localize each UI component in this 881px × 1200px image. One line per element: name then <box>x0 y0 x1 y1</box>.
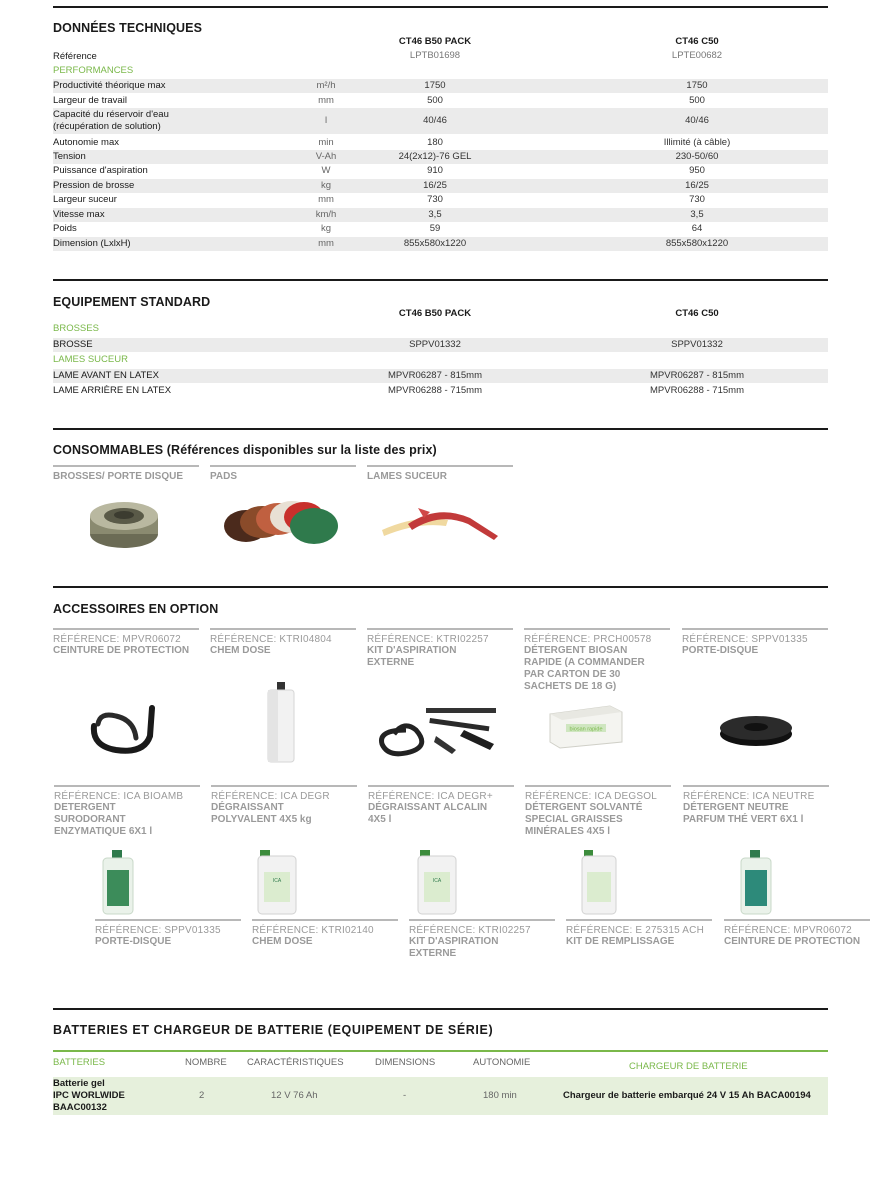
battery-header-chargeur: CHARGEUR DE BATTERIE <box>629 1061 748 1072</box>
acc-title: ACCESSOIRES EN OPTION <box>53 602 219 616</box>
conso-tile-label: BROSSES/ PORTE DISQUE <box>53 471 184 482</box>
equip-row-v1: MPVR06287 - 815mm <box>388 370 482 381</box>
spec-row-v2: 64 <box>691 223 703 234</box>
accessory-tile <box>211 785 357 826</box>
accessory-name: KIT D'ASPIRATION EXTERNE <box>367 645 457 668</box>
accessory-tile-rule <box>53 628 199 630</box>
spec-row <box>53 136 828 150</box>
accessory-tile-rule <box>409 919 555 921</box>
spec-row-unit: V-Ah <box>315 151 337 162</box>
accessory-name: KIT DE REMPLISSAGE <box>566 936 675 947</box>
spec-row-label: Autonomie max <box>53 137 120 148</box>
accessory-ref: RÉFÉRENCE: ICA BIOAMB <box>54 791 184 802</box>
spec-row-v2: 230-50/60 <box>675 151 719 162</box>
spec-row-unit: km/h <box>315 209 337 220</box>
accessory-tile-rule <box>252 919 398 921</box>
spec-ref-v1: LPTB01698 <box>409 50 461 61</box>
accessory-tile-rule <box>211 785 357 787</box>
equip-row-label: LAME AVANT EN LATEX <box>53 370 159 381</box>
equip-title: EQUIPEMENT STANDARD <box>53 295 211 309</box>
accessory-tile-rule <box>367 628 513 630</box>
specs-col2-header: CT46 C50 <box>675 36 719 47</box>
accessory-tile <box>525 785 671 838</box>
spec-row-label: Capacité du réservoir d'eau <box>53 109 169 120</box>
spec-row-unit: min <box>318 137 334 148</box>
accessory-name: CEINTURE DE PROTECTION <box>53 645 190 656</box>
accessory-tile-rule <box>682 628 828 630</box>
conso-tile-brosses <box>53 465 199 483</box>
spec-ref-row <box>53 50 828 64</box>
equip-row-v2: MPVR06288 - 715mm <box>650 385 744 396</box>
spec-ref-label: Référence <box>53 51 97 62</box>
spec-row-v2: 500 <box>689 95 705 106</box>
battery-header-carac: CARACTÉRISTIQUES <box>247 1057 344 1068</box>
spec-ref-v2: LPTE00682 <box>671 50 723 61</box>
spec-row-v2: 730 <box>689 194 705 205</box>
accessory-name: DÉGRAISSANT POLYVALENT 4X5 kg <box>211 802 312 825</box>
accessory-tile <box>724 919 870 948</box>
accessory-name: CHEM DOSE <box>210 645 271 656</box>
battery-nombre: 2 <box>199 1090 205 1101</box>
accessory-tile <box>683 785 829 826</box>
accessory-name: DÉTERGENT NEUTRE PARFUM THÉ VERT 6X1 l <box>683 802 804 825</box>
accessory-name: CHEM DOSE <box>252 936 313 947</box>
spec-row-label: Tension <box>53 151 86 162</box>
spec-row <box>53 79 828 93</box>
accessory-tile-rule <box>54 785 200 787</box>
spec-row-v2: 16/25 <box>685 180 709 191</box>
spec-row-label: Largeur de travail <box>53 95 127 106</box>
spec-row-v1: 24(2x12)-76 GEL <box>398 151 472 162</box>
accessory-tile <box>524 628 670 693</box>
pads-icon <box>222 498 342 548</box>
battery-autonomie: 180 min <box>483 1090 517 1101</box>
section-rule <box>53 1008 828 1010</box>
accessory-name: DÉGRAISSANT ALCALIN 4X5 l <box>368 802 488 825</box>
spec-row <box>53 108 828 134</box>
accessory-ref: RÉFÉRENCE: MPVR06072 <box>53 634 181 645</box>
battery-header-autonomie: AUTONOMIE <box>473 1057 531 1068</box>
spec-row-label-line2: (récupération de solution) <box>53 121 161 132</box>
spec-row <box>53 179 828 193</box>
alkaline-degreaser-can-icon <box>416 850 458 916</box>
spec-row-v2: 3,5 <box>690 209 704 220</box>
accessory-ref: RÉFÉRENCE: PRCH00578 <box>524 634 652 645</box>
spec-row-unit: kg <box>320 223 332 234</box>
accessory-ref: RÉFÉRENCE: SPPV01335 <box>95 925 221 936</box>
conso-tile-pads <box>210 465 356 483</box>
accessory-ref: RÉFÉRENCE: ICA DEGSOL <box>525 791 658 802</box>
spec-row-label: Poids <box>53 223 77 234</box>
spec-row-label: Dimension (LxlxH) <box>53 238 131 249</box>
accessory-ref: RÉFÉRENCE: KTRI02140 <box>252 925 374 936</box>
spec-row-label: Puissance d'aspiration <box>53 165 148 176</box>
spec-row-label: Largeur suceur <box>53 194 117 205</box>
biosan-box-label: biosan rapide <box>569 726 603 733</box>
accessory-ref: RÉFÉRENCE: KTRI02257 <box>367 634 489 645</box>
accessory-tile-rule <box>524 628 670 630</box>
accessory-tile-rule <box>210 628 356 630</box>
spec-row-v2: 40/46 <box>685 115 709 126</box>
accessory-ref: RÉFÉRENCE: MPVR06072 <box>724 925 852 936</box>
squeegee-blades-icon <box>378 500 502 542</box>
accessory-tile <box>53 628 199 657</box>
spec-row-unit: mm <box>318 194 334 205</box>
accessory-ref: RÉFÉRENCE: KTRI04804 <box>210 634 332 645</box>
equip-col2-header: CT46 C50 <box>675 308 719 319</box>
spec-row-v1: 855x580x1220 <box>403 238 467 249</box>
spec-row-unit: W <box>321 165 331 176</box>
spec-row-v1: 59 <box>429 223 441 234</box>
spec-row-v1: 180 <box>427 137 443 148</box>
spec-row-unit: m²/h <box>316 80 336 91</box>
conso-tile-label: PADS <box>210 471 238 482</box>
equip-row-v1: SPPV01332 <box>409 339 461 350</box>
spec-row-v1: 3,5 <box>428 209 442 220</box>
section-rule <box>53 279 828 281</box>
protection-belt-icon <box>86 696 158 756</box>
battery-name-line: IPC WORLWIDE <box>53 1090 125 1101</box>
suction-kit-icon <box>376 700 504 760</box>
equip-row-label: LAME ARRIÈRE EN LATEX <box>53 385 172 396</box>
accessory-tile-rule <box>683 785 829 787</box>
spec-row-unit: mm <box>318 238 334 249</box>
accessory-ref: RÉFÉRENCE: ICA DEGR <box>211 791 330 802</box>
spec-row-v1: 1750 <box>424 80 446 91</box>
accessory-tile-rule <box>368 785 514 787</box>
spec-row <box>53 164 828 178</box>
accessory-tile <box>682 628 828 657</box>
accessory-name: PORTE-DISQUE <box>682 645 759 656</box>
accessory-tile-rule <box>566 919 712 921</box>
spec-row-unit: kg <box>320 180 332 191</box>
spec-row-v2: Illimité (à câble) <box>663 137 731 148</box>
specs-col1-header: CT46 B50 PACK <box>398 36 472 47</box>
spec-row-v2: 950 <box>689 165 705 176</box>
battery-header-dimensions: DIMENSIONS <box>375 1057 436 1068</box>
battery-header-nombre: NOMBRE <box>185 1057 227 1068</box>
degreaser-can-label: ICA <box>272 878 282 884</box>
accessory-tile <box>252 919 398 948</box>
detergent-bottle-icon <box>100 850 136 916</box>
accessory-name: DÉTERGENT BIOSAN RAPIDE (A COMMANDER PAR CARTON DE 30 SACHETS DE 18 G) <box>524 645 645 692</box>
section-rule <box>53 6 828 8</box>
section-rule <box>53 428 828 430</box>
conso-title: CONSOMMABLES (Références disponibles sur la liste des prix) <box>53 443 437 457</box>
spec-row-label: Pression de brosse <box>53 180 135 191</box>
accessory-name: PORTE-DISQUE <box>95 936 172 947</box>
degreaser-can-icon <box>256 850 298 916</box>
spec-row-label: Productivité théorique max <box>53 80 166 91</box>
spec-row-v2: 855x580x1220 <box>665 238 729 249</box>
battery-row <box>53 1077 828 1115</box>
accessory-tile <box>54 785 200 838</box>
accessory-tile <box>367 628 513 669</box>
accessory-tile <box>566 919 712 948</box>
accessory-tile-rule <box>95 919 241 921</box>
accessory-name: DÉTERGENT SOLVANTÉ SPECIAL GRAISSES MINÉRALES 4X5 l <box>525 802 643 837</box>
spec-row-v1: 500 <box>427 95 443 106</box>
spec-row-unit: mm <box>318 95 334 106</box>
neutral-detergent-bottle-icon <box>738 850 774 916</box>
accessory-tile <box>95 919 241 948</box>
accessory-name: KIT D'ASPIRATION EXTERNE <box>409 936 499 959</box>
spec-row <box>53 237 828 251</box>
equip-row-v2: SPPV01332 <box>671 339 723 350</box>
battery-title: BATTERIES ET CHARGEUR DE BATTERIE (EQUIPEMENT DE SÉRIE) <box>53 1023 494 1037</box>
spec-row-v2: 1750 <box>686 80 708 91</box>
spec-row <box>53 94 828 108</box>
spec-row-unit: l <box>324 115 328 126</box>
equip-row-label: BROSSE <box>53 339 93 350</box>
chem-dose-bottle-icon <box>264 682 298 764</box>
spec-row-v1: 910 <box>427 165 443 176</box>
battery-name <box>53 1078 125 1114</box>
spec-row <box>53 208 828 222</box>
spec-row-label: Vitesse max <box>53 209 105 220</box>
equip-group-brosses: BROSSES <box>53 323 99 334</box>
battery-chargeur: Chargeur de batterie embarqué 24 V 15 Ah BACA00194 <box>563 1090 811 1101</box>
equip-group-lames: LAMES SUCEUR <box>53 354 128 365</box>
spec-row-v1: 730 <box>427 194 443 205</box>
accessory-ref: RÉFÉRENCE: E 275315 ACH <box>566 925 704 936</box>
spec-row <box>53 222 828 236</box>
brush-icon <box>88 494 160 552</box>
accessory-tile-rule <box>724 919 870 921</box>
spec-row-v1: 40/46 <box>423 115 447 126</box>
spec-row <box>53 150 828 164</box>
solvent-detergent-can-icon <box>580 850 618 916</box>
equip-row-brosse <box>53 338 828 352</box>
alkaline-degreaser-can-label: ICA <box>432 878 442 884</box>
accessory-ref: RÉFÉRENCE: SPPV01335 <box>682 634 808 645</box>
equip-row-lame-arriere <box>53 384 828 398</box>
battery-name-line: BAAC00132 <box>53 1102 107 1113</box>
equip-col1-header: CT46 B50 PACK <box>398 308 472 319</box>
accessory-ref: RÉFÉRENCE: ICA NEUTRE <box>683 791 815 802</box>
specs-title: DONNÉES TECHNIQUES <box>53 21 203 35</box>
accessory-ref: RÉFÉRENCE: ICA DEGR+ <box>368 791 493 802</box>
equip-row-v1: MPVR06288 - 715mm <box>388 385 482 396</box>
spec-row <box>53 193 828 207</box>
accessory-name: CEINTURE DE PROTECTION <box>724 936 861 947</box>
biosan-box-icon <box>546 702 626 750</box>
battery-name-line: Batterie gel <box>53 1078 105 1089</box>
accessory-tile <box>368 785 514 826</box>
battery-dimensions: - <box>403 1090 407 1101</box>
accessory-tile <box>409 919 555 960</box>
conso-tile-label: LAMES SUCEUR <box>367 471 448 482</box>
section-rule <box>53 586 828 588</box>
accessory-ref: RÉFÉRENCE: KTRI02257 <box>409 925 531 936</box>
accessory-tile-rule <box>525 785 671 787</box>
battery-carac: 12 V 76 Ah <box>271 1090 318 1101</box>
battery-table-header <box>53 1050 828 1075</box>
conso-tile-lames <box>367 465 513 483</box>
equip-row-v2: MPVR06287 - 815mm <box>650 370 744 381</box>
specs-group-label: PERFORMANCES <box>53 65 134 76</box>
accessory-name: DETERGENT SURODORANT ENZYMATIQUE 6X1 l <box>54 802 153 837</box>
disc-holder-icon <box>718 710 794 750</box>
accessory-tile <box>210 628 356 657</box>
equip-row-lame-avant <box>53 369 828 383</box>
battery-header-batteries: BATTERIES <box>53 1057 106 1068</box>
spec-row-v1: 16/25 <box>423 180 447 191</box>
